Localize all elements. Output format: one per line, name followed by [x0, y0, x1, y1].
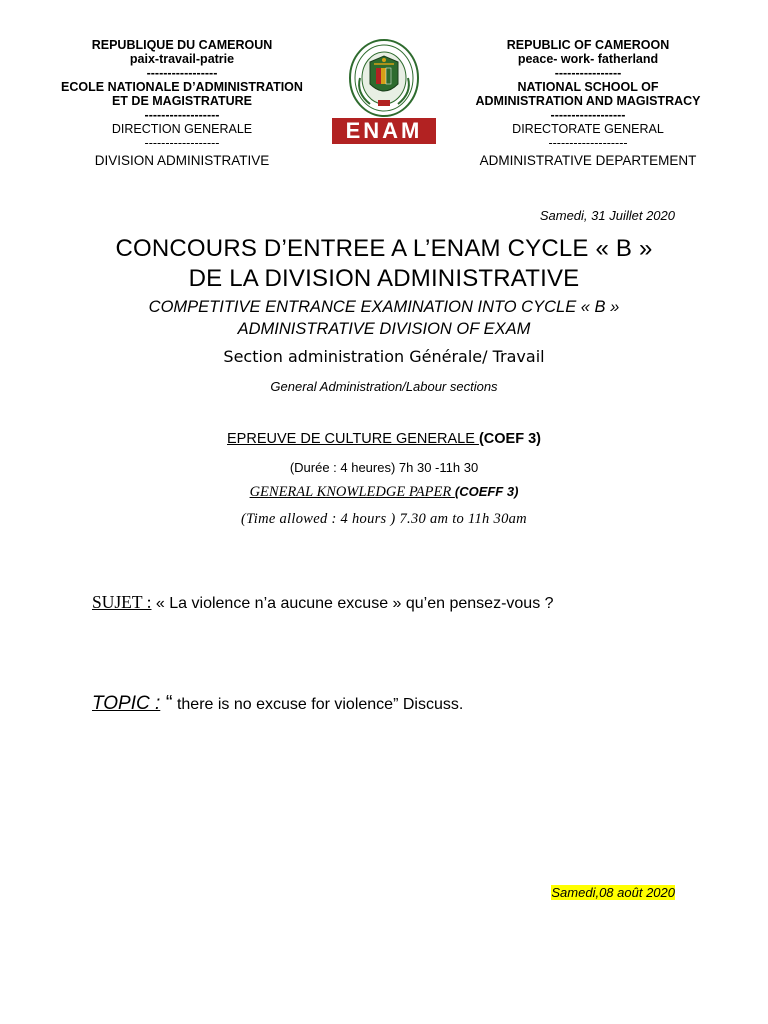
section-fr: Section administration Générale/ Travail	[223, 347, 545, 366]
exam-subtitle-line1: COMPETITIVE ENTRANCE EXAMINATION INTO CYCLE « B »	[148, 298, 620, 316]
separator: -------------------	[548, 136, 628, 150]
school-name-en-line1: NATIONAL SCHOOL OF	[517, 80, 659, 94]
header-right	[458, 38, 718, 168]
subject-fr-label: SUJET :	[92, 592, 152, 612]
subject-fr	[92, 592, 554, 613]
direction-fr: DIRECTION GENERALE	[111, 122, 253, 136]
country-en: REPUBLIC OF CAMEROON	[506, 38, 670, 52]
exam-subtitle	[0, 296, 768, 340]
highlighted-date: Samedi,08 août 2020	[551, 885, 675, 900]
duration-fr: (Durée : 4 heures) 7h 30 -11h 30	[289, 460, 479, 475]
paper-en-coef: (COEFF 3)	[454, 484, 519, 499]
paper-fr	[0, 431, 768, 447]
exam-date: Samedi, 31 Juillet 2020	[539, 208, 675, 223]
enam-wordmark: ENAM	[332, 118, 436, 144]
exam-title-line2: DE LA DIVISION ADMINISTRATIVE	[188, 265, 580, 292]
exam-title	[0, 234, 768, 294]
paper-fr-coef: (COEF 3)	[478, 431, 541, 447]
subject-en-label: TOPIC :	[92, 693, 161, 714]
subject-en-text: there is no excuse for violence” Discuss.	[172, 696, 464, 713]
exam-title-line1: CONCOURS D’ENTREE A L’ENAM CYCLE « B »	[115, 235, 653, 262]
duration-en: (Time allowed : 4 hours ) 7.30 am to 11h 30am	[241, 511, 527, 527]
division-en: ADMINISTRATIVE DEPARTEMENT	[479, 153, 697, 168]
motto-fr: paix-travail-patrie	[129, 52, 235, 66]
separator: ------------------	[144, 108, 220, 122]
separator: -----------------	[146, 66, 218, 80]
school-name-fr-line1: ECOLE NATIONALE D’ADMINISTRATION	[61, 80, 303, 94]
exam-subtitle-line2: ADMINISTRATIVE DIVISION OF EXAM	[237, 320, 531, 338]
division-fr: DIVISION ADMINISTRATIVE	[94, 153, 270, 168]
enam-logo	[330, 38, 438, 148]
paper-en	[0, 484, 768, 501]
header-left	[52, 38, 312, 168]
subject-fr-text: « La violence n’a aucune excuse » qu’en pensez-vous ?	[151, 595, 554, 612]
direction-en: DIRECTORATE GENERAL	[512, 122, 664, 136]
school-name-fr-line2: ET DE MAGISTRATURE	[111, 94, 253, 108]
country-fr: REPUBLIQUE DU CAMEROUN	[91, 38, 273, 52]
section-en: General Administration/Labour sections	[270, 379, 498, 394]
paper-fr-name: EPREUVE DE CULTURE GENERALE	[227, 431, 479, 447]
separator: ----------------	[554, 66, 622, 80]
school-name-en-line2: ADMINISTRATION AND MAGISTRACY	[475, 94, 701, 108]
separator: ------------------	[144, 136, 220, 150]
subject-en-open-quote: “	[160, 692, 173, 714]
separator: ------------------	[550, 108, 626, 122]
motto-en: peace- work- fatherland	[517, 52, 659, 66]
paper-en-name: GENERAL KNOWLEDGE PAPER	[249, 484, 455, 500]
subject-en	[92, 692, 463, 715]
